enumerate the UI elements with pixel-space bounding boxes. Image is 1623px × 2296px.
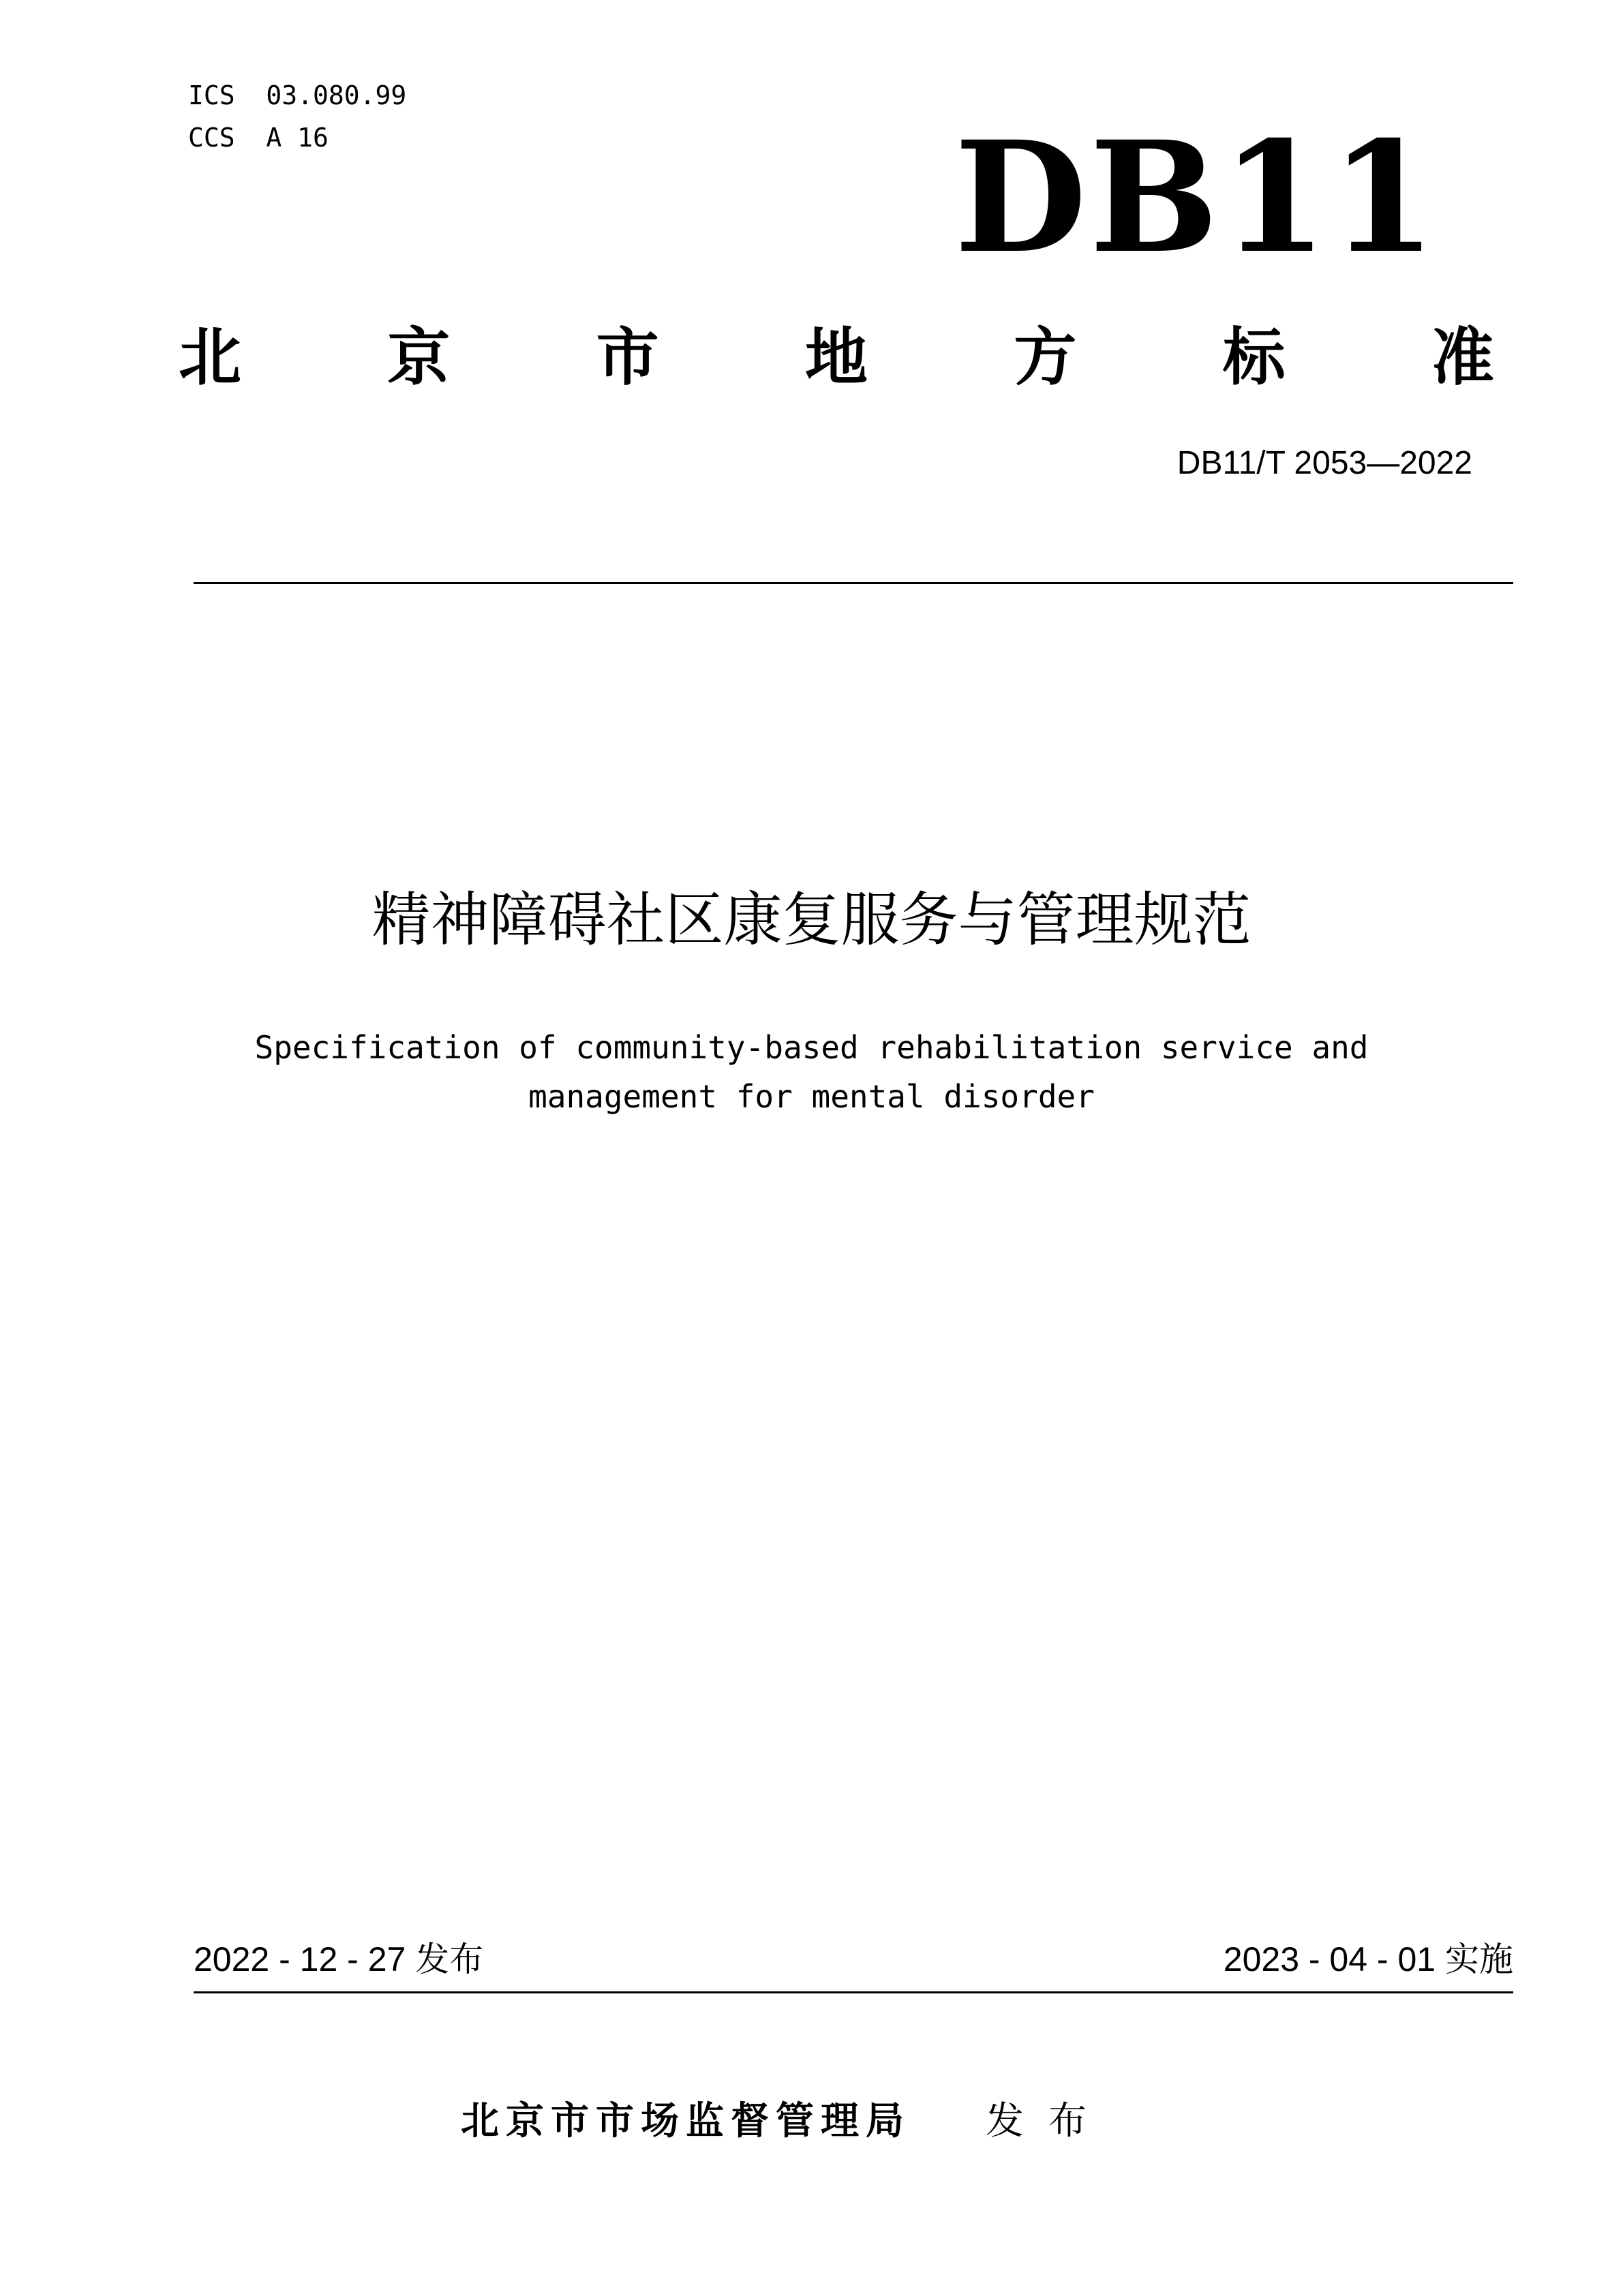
db11-logo: DB11 xyxy=(954,108,1440,287)
top-divider xyxy=(194,582,1513,584)
publisher-name: 北京市市场监督管理局 xyxy=(461,2099,911,2143)
ccs-code: CCS A 16 xyxy=(188,123,329,153)
standard-type-char: 方 xyxy=(1014,321,1077,394)
standard-type-char: 准 xyxy=(1431,321,1494,394)
title-english-line-2: management for mental disorder xyxy=(528,1078,1095,1115)
standard-type-char: 北 xyxy=(179,321,242,394)
standard-number: DB11/T 2053—2022 xyxy=(1177,445,1472,481)
publisher-action: 发布 xyxy=(986,2099,1111,2143)
standard-type-char: 京 xyxy=(387,321,451,394)
title-chinese: 精神障碍社区康复服务与管理规范 xyxy=(371,886,1252,954)
ics-code: ICS 03.080.99 xyxy=(188,80,407,110)
title-english-line-1: Specification of community-based rehabilitation service and xyxy=(254,1029,1369,1066)
bottom-divider xyxy=(194,1991,1513,1993)
effective-date: 2023 - 04 - 01 实施 xyxy=(1223,1940,1513,1978)
standard-type-heading xyxy=(179,313,1494,402)
standard-type-char: 地 xyxy=(804,321,868,394)
standard-type-char: 标 xyxy=(1222,321,1286,394)
issue-date: 2022 - 12 - 27 发布 xyxy=(194,1940,484,1978)
standard-type-char: 市 xyxy=(596,321,659,394)
publisher-line xyxy=(461,2091,1111,2152)
